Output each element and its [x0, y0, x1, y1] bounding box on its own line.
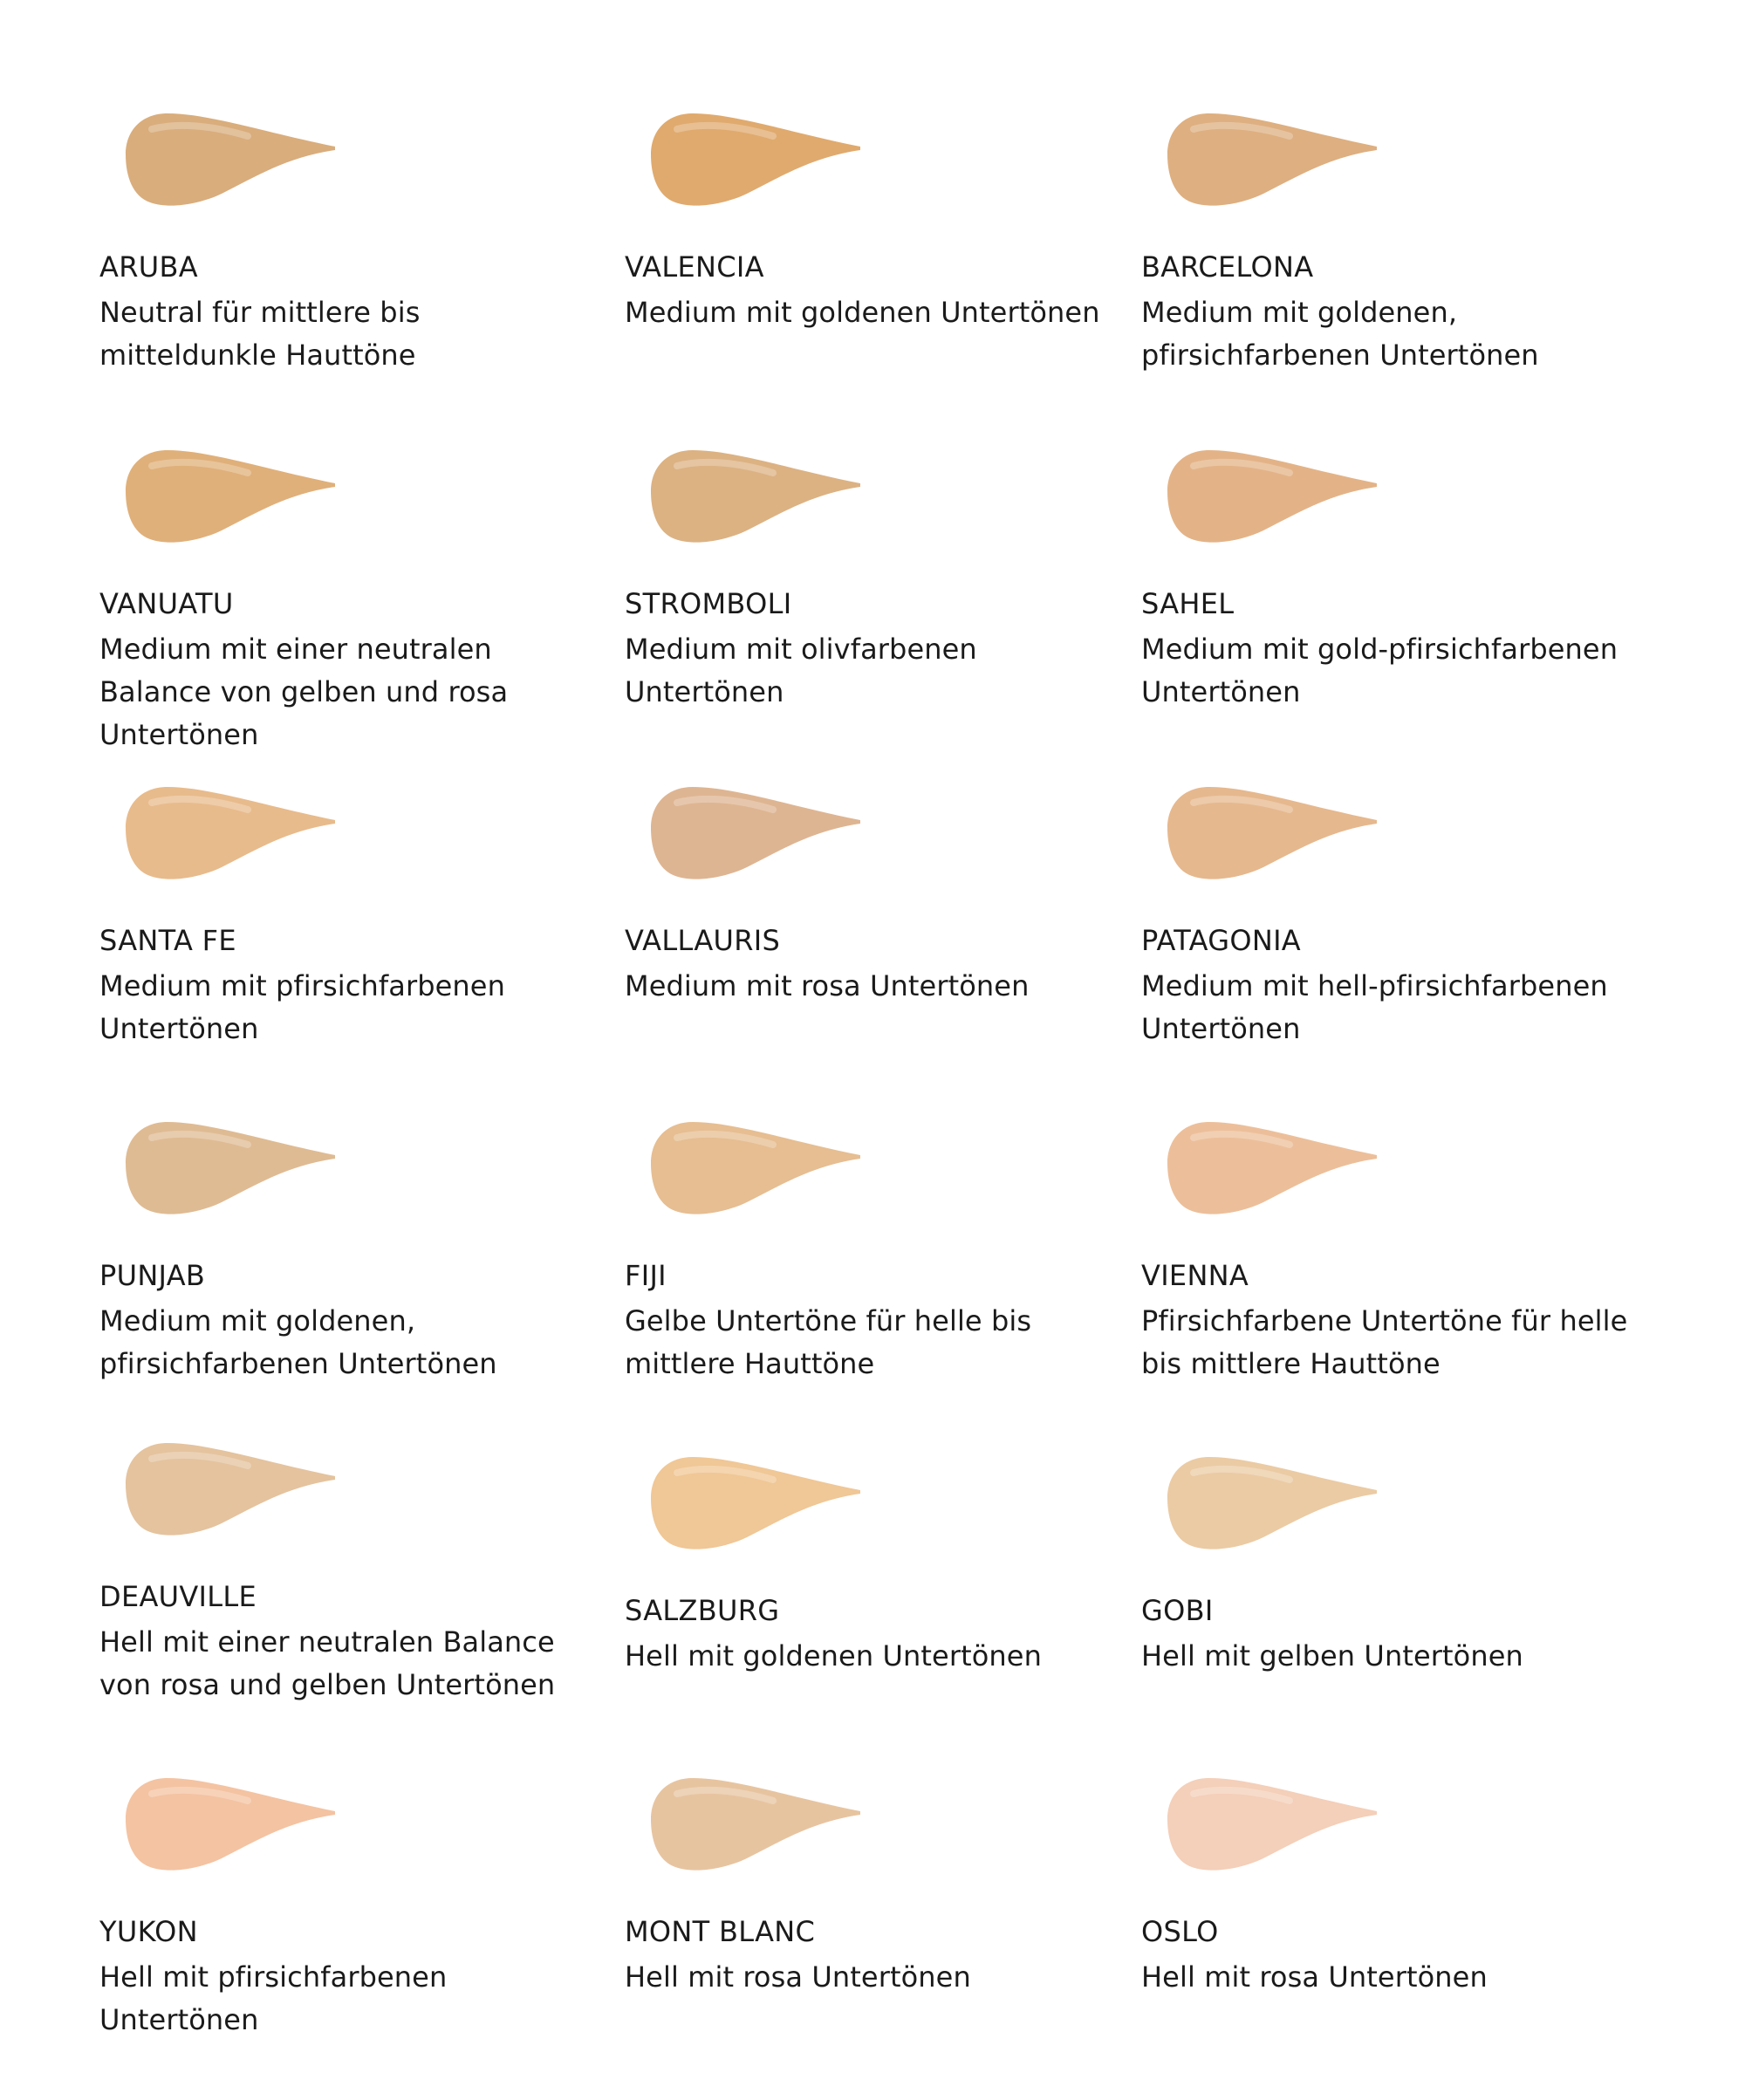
shade-card[interactable] — [99, 780, 606, 1094]
shade-card[interactable] — [1141, 1771, 1647, 2085]
shade-card[interactable] — [99, 1771, 606, 2085]
shade-name: MONT BLANC — [625, 1915, 816, 1948]
shade-description: Medium mit einer neutralen Balance von gelben und rosa Untertönen — [99, 633, 509, 751]
swatch-image — [117, 1436, 344, 1541]
swatch-image — [642, 1450, 869, 1555]
shade-description: Medium mit rosa Untertönen — [625, 969, 1030, 1002]
shade-name: ARUBA — [99, 250, 198, 284]
shade-name: YUKON — [99, 1915, 198, 1948]
shade-description: Medium mit goldenen Untertönen — [625, 296, 1100, 329]
swatch-image — [117, 106, 344, 211]
shade-name: STROMBOLI — [625, 587, 792, 620]
shade-name: VALENCIA — [625, 250, 764, 284]
shade-card[interactable] — [625, 1450, 1131, 1764]
swatch-image — [1159, 1115, 1386, 1220]
shade-description: Medium mit olivfarbenen Untertönen — [625, 633, 977, 708]
shade-description: Medium mit goldenen, pfirsichfarbenen Untertönen — [99, 1304, 497, 1380]
shade-description: Medium mit gold-pfirsichfarbenen Untertönen — [1141, 633, 1618, 708]
swatch-image — [1159, 1450, 1386, 1555]
shade-name: OSLO — [1141, 1915, 1219, 1948]
swatch-image — [117, 1771, 344, 1876]
shade-description: Medium mit hell-pfirsichfarbenen Untertönen — [1141, 969, 1608, 1045]
shade-description: Hell mit rosa Untertönen — [625, 1960, 971, 1994]
shade-description: Pfirsichfarbene Untertöne für helle bis mittlere Hauttöne — [1141, 1304, 1628, 1380]
swatch-image — [642, 1771, 869, 1876]
swatch-image — [117, 1115, 344, 1220]
shade-description: Medium mit goldenen, pfirsichfarbenen Untertönen — [1141, 296, 1539, 372]
shade-name: PATAGONIA — [1141, 924, 1301, 957]
shade-description: Hell mit gelben Untertönen — [1141, 1639, 1523, 1672]
shade-card[interactable] — [99, 1436, 606, 1750]
shade-description: Neutral für mittlere bis mitteldunkle Hauttöne — [99, 296, 421, 372]
shade-name: VIENNA — [1141, 1259, 1249, 1292]
shade-description: Hell mit goldenen Untertönen — [625, 1639, 1042, 1672]
swatch-image — [1159, 443, 1386, 548]
shade-card[interactable] — [1141, 106, 1647, 421]
shade-card[interactable] — [625, 443, 1131, 757]
swatch-image — [1159, 1771, 1386, 1876]
shade-card[interactable] — [99, 1115, 606, 1429]
swatch-image — [1159, 780, 1386, 885]
shade-card[interactable] — [99, 443, 606, 757]
swatch-image — [1159, 106, 1386, 211]
shade-name: PUNJAB — [99, 1259, 206, 1292]
shade-name: FIJI — [625, 1259, 667, 1292]
shade-card[interactable] — [625, 1771, 1131, 2085]
shade-name: GOBI — [1141, 1594, 1214, 1627]
swatch-image — [642, 780, 869, 885]
swatch-image — [642, 106, 869, 211]
shade-name: VANUATU — [99, 587, 234, 620]
shade-description: Hell mit pfirsichfarbenen Untertönen — [99, 1960, 448, 2036]
shade-name: DEAUVILLE — [99, 1580, 257, 1613]
shade-card[interactable] — [625, 106, 1131, 421]
shade-description: Hell mit einer neutralen Balance von rosa und gelben Untertönen — [99, 1625, 556, 1701]
shade-description: Medium mit pfirsichfarbenen Untertönen — [99, 969, 505, 1045]
shade-card[interactable] — [1141, 1115, 1647, 1429]
swatch-image — [117, 443, 344, 548]
shade-description: Hell mit rosa Untertönen — [1141, 1960, 1488, 1994]
shade-card[interactable] — [625, 1115, 1131, 1429]
shade-card[interactable] — [1141, 1450, 1647, 1764]
swatch-image — [117, 780, 344, 885]
shade-card[interactable] — [99, 106, 606, 421]
swatch-image — [642, 1115, 869, 1220]
shade-name: SALZBURG — [625, 1594, 780, 1627]
swatch-image — [642, 443, 869, 548]
shade-name: VALLAURIS — [625, 924, 781, 957]
shade-description: Gelbe Untertöne für helle bis mittlere Hauttöne — [625, 1304, 1032, 1380]
shade-card[interactable] — [625, 780, 1131, 1094]
shade-card[interactable] — [1141, 443, 1647, 757]
shade-card[interactable] — [1141, 780, 1647, 1094]
shade-name: BARCELONA — [1141, 250, 1314, 284]
shade-name: SANTA FE — [99, 924, 236, 957]
shade-name: SAHEL — [1141, 587, 1235, 620]
